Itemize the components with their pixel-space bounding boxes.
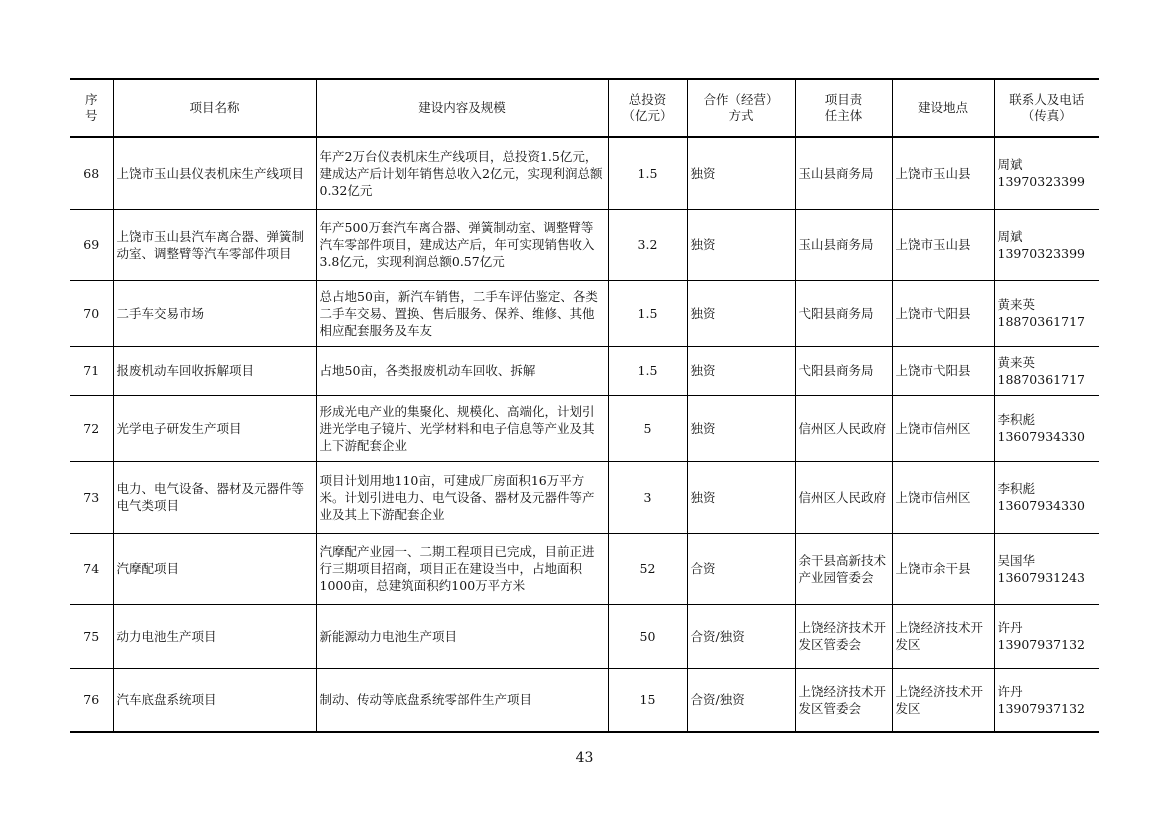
responsible-entity: 余干县高新技术产业园管委会: [795, 533, 892, 604]
construction-location: 上饶市信州区: [892, 461, 994, 533]
contact-phone: 18870361717: [997, 371, 1085, 387]
project-content: 占地50亩，各类报废机动车回收、拆解: [316, 346, 608, 395]
row-number: 71: [70, 346, 113, 395]
project-name: 汽摩配项目: [113, 533, 316, 604]
total-investment: 50: [608, 604, 687, 668]
cooperation-mode: 独资: [687, 209, 795, 280]
construction-location: 上饶市弋阳县: [892, 346, 994, 395]
total-investment: 52: [608, 533, 687, 604]
header-location: 建设地点: [892, 79, 994, 137]
row-number: 72: [70, 395, 113, 461]
responsible-entity: 玉山县商务局: [795, 209, 892, 280]
table-row: [70, 668, 1099, 732]
construction-location: 上饶市弋阳县: [892, 280, 994, 346]
project-content: 年产500万套汽车离合器、弹簧制动室、调整臂等汽车零部件项目，建成达产后，年可实现销售收入3.8亿元，实现利润总额0.57亿元: [316, 209, 608, 280]
project-name: 汽车底盘系统项目: [113, 668, 316, 732]
header-no: [70, 79, 113, 137]
construction-location: 上饶经济技术开发区: [892, 604, 994, 668]
project-table: [70, 78, 1099, 733]
project-name: 上饶市玉山县仪表机床生产线项目: [113, 137, 316, 209]
contact-phone: 13907937132: [997, 700, 1085, 716]
total-investment: 15: [608, 668, 687, 732]
project-content: 总占地50亩，新汽车销售，二手车评估鉴定、各类二手车交易、置换、售后服务、保养、维修、其他相应配套服务及车友: [316, 280, 608, 346]
contact-phone: 13970323399: [997, 245, 1085, 261]
table-row: [70, 280, 1099, 346]
contact-phone: 13607931243: [997, 569, 1085, 585]
contact-name: 吴国华: [997, 552, 1036, 568]
contact-phone: 13607934330: [997, 429, 1085, 444]
page-number: 43: [575, 750, 594, 766]
project-name: 光学电子研发生产项目: [113, 395, 316, 461]
table-row: [70, 461, 1099, 533]
header-contact-line1: 联系人及电话: [1009, 92, 1085, 107]
responsible-entity: 上饶经济技术开发区管委会: [795, 604, 892, 668]
header-row: [70, 79, 1099, 137]
cooperation-mode: 独资: [687, 137, 795, 209]
contact: [994, 280, 1099, 346]
contact-name: 周斌: [997, 228, 1023, 244]
responsible-entity: 玉山县商务局: [795, 137, 892, 209]
responsible-entity: 上饶经济技术开发区管委会: [795, 668, 892, 732]
header-name: 项目名称: [113, 79, 316, 137]
project-name: 上饶市玉山县汽车离合器、弹簧制动室、调整臂等汽车零部件项目: [113, 209, 316, 280]
contact: [994, 137, 1099, 209]
table-row: [70, 346, 1099, 395]
contact: [994, 668, 1099, 732]
project-content: 项目计划用地110亩，可建成厂房面积16万平方米。计划引进电力、电气设备、器材及元器件等产业及其上下游配套企业: [316, 461, 608, 533]
contact: [994, 461, 1099, 533]
total-investment: 3.2: [608, 209, 687, 280]
header-mode-line2: 方式: [728, 108, 754, 123]
contact-name: 许丹: [997, 683, 1023, 699]
project-content: 新能源动力电池生产项目: [316, 604, 608, 668]
header-owner-line2: 任主体: [824, 108, 863, 123]
header-contact-line2: （传真）: [1021, 108, 1072, 123]
cooperation-mode: 独资: [687, 280, 795, 346]
contact-phone: 13907937132: [997, 637, 1085, 652]
header-no-line2: 号: [84, 108, 98, 123]
row-number: 76: [70, 668, 113, 732]
responsible-entity: 弋阳县商务局: [795, 346, 892, 395]
header-invest-line2: （亿元）: [622, 108, 673, 123]
construction-location: 上饶市信州区: [892, 395, 994, 461]
contact-phone: 13970323399: [997, 174, 1085, 190]
row-number: 75: [70, 604, 113, 668]
cooperation-mode: 合资/独资: [687, 668, 795, 732]
header-mode-line1: 合作（经营）: [703, 92, 779, 107]
project-name: 电力、电气设备、器材及元器件等电气类项目: [113, 461, 316, 533]
header-owner: [795, 79, 892, 137]
cooperation-mode: 合资/独资: [687, 604, 795, 668]
construction-location: 上饶市玉山县: [892, 209, 994, 280]
header-invest-line1: 总投资: [628, 92, 667, 107]
project-content: 年产2万台仪表机床生产线项目，总投资1.5亿元，建成达产后计划年销售总收入2亿元，实现利润总额0.32亿元: [316, 137, 608, 209]
total-investment: 1.5: [608, 137, 687, 209]
header-owner-line1: 项目责: [824, 92, 863, 107]
project-name: 二手车交易市场: [113, 280, 316, 346]
contact-phone: 13607934330: [997, 498, 1085, 513]
row-number: 74: [70, 533, 113, 604]
header-content: 建设内容及规模: [316, 79, 608, 137]
responsible-entity: 信州区人民政府: [795, 395, 892, 461]
contact: [994, 533, 1099, 604]
row-number: 68: [70, 137, 113, 209]
header-contact: [994, 79, 1099, 137]
table-row: [70, 604, 1099, 668]
contact: [994, 346, 1099, 395]
construction-location: 上饶市余干县: [892, 533, 994, 604]
total-investment: 3: [608, 461, 687, 533]
responsible-entity: 信州区人民政府: [795, 461, 892, 533]
table-row: [70, 209, 1099, 280]
contact-name: 许丹: [997, 620, 1023, 635]
project-name: 动力电池生产项目: [113, 604, 316, 668]
contact-name: 李积彪: [997, 412, 1036, 427]
project-content: 汽摩配产业园一、二期工程项目已完成，目前正进行三期项目招商，项目正在建设当中，占地面积1000亩，总建筑面积约100万平方米: [316, 533, 608, 604]
contact-name: 黄来英: [997, 354, 1036, 370]
contact: [994, 395, 1099, 461]
contact-name: 李积彪: [997, 481, 1036, 496]
total-investment: 1.5: [608, 280, 687, 346]
cooperation-mode: 合资: [687, 533, 795, 604]
contact-phone: 18870361717: [997, 314, 1085, 329]
project-name: 报废机动车回收拆解项目: [113, 346, 316, 395]
project-content: 制动、传动等底盘系统零部件生产项目: [316, 668, 608, 732]
cooperation-mode: 独资: [687, 346, 795, 395]
header-invest: [608, 79, 687, 137]
total-investment: 5: [608, 395, 687, 461]
table-row: [70, 137, 1099, 209]
row-number: 70: [70, 280, 113, 346]
cooperation-mode: 独资: [687, 461, 795, 533]
header-no-line1: 序: [84, 92, 98, 107]
contact-name: 黄来英: [997, 297, 1036, 312]
contact-name: 周斌: [997, 157, 1023, 173]
cooperation-mode: 独资: [687, 395, 795, 461]
table-row: [70, 395, 1099, 461]
responsible-entity: 弋阳县商务局: [795, 280, 892, 346]
row-number: 73: [70, 461, 113, 533]
contact: [994, 209, 1099, 280]
construction-location: 上饶经济技术开发区: [892, 668, 994, 732]
project-content: 形成光电产业的集聚化、规模化、高端化，计划引进光学电子镜片、光学材料和电子信息等产业及其上下游配套企业: [316, 395, 608, 461]
construction-location: 上饶市玉山县: [892, 137, 994, 209]
row-number: 69: [70, 209, 113, 280]
contact: [994, 604, 1099, 668]
table-row: [70, 533, 1099, 604]
total-investment: 1.5: [608, 346, 687, 395]
header-mode: [687, 79, 795, 137]
